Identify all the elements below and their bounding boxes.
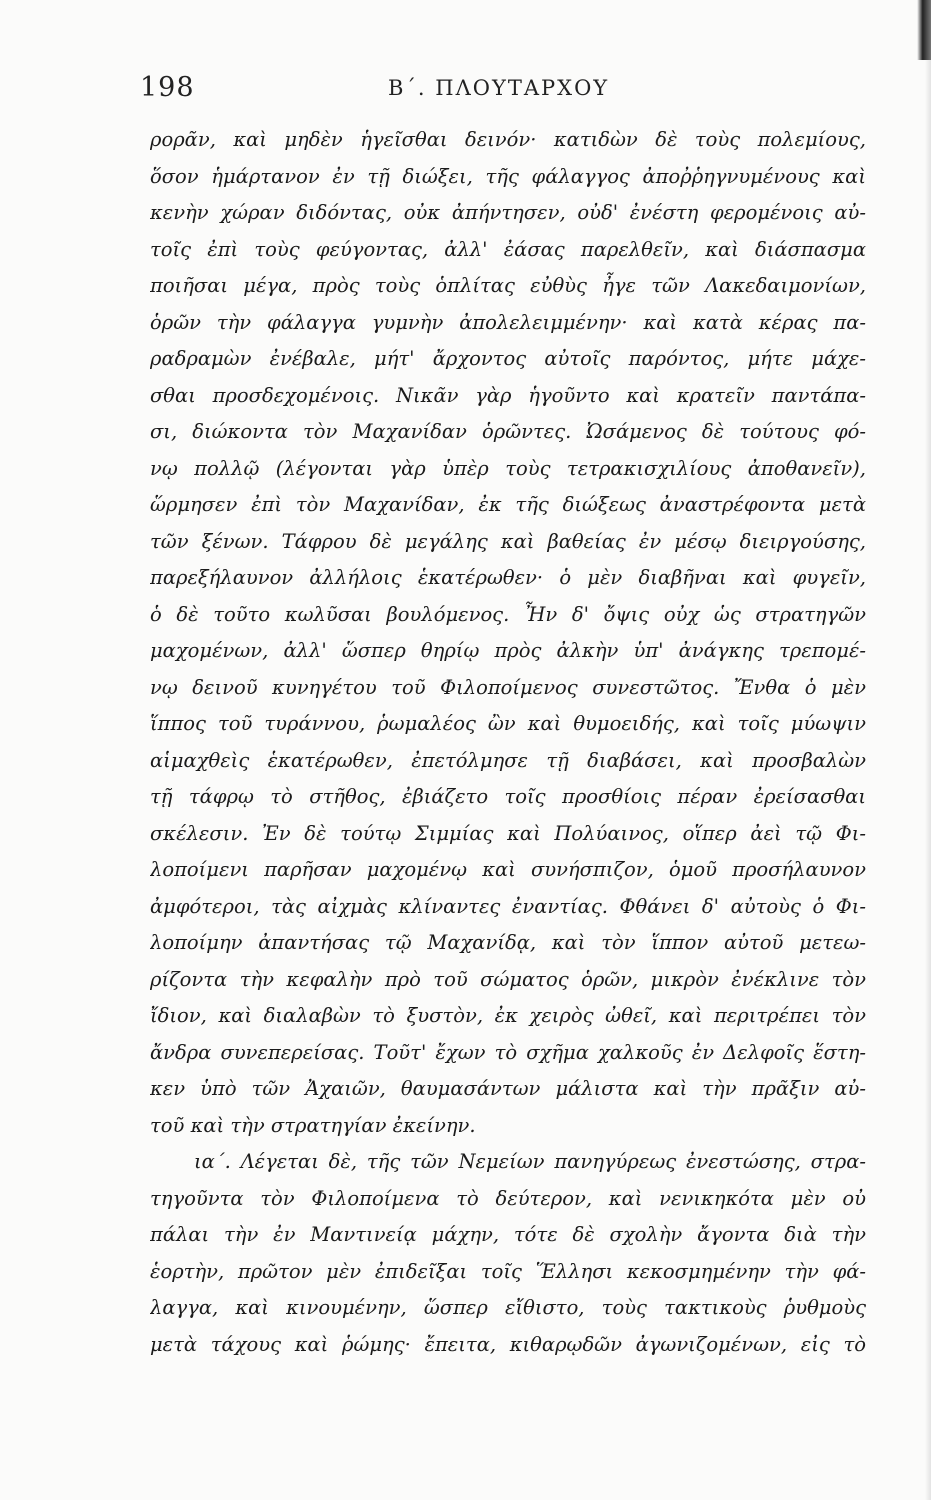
text-line: σθαι προσδεχομένοις. Νικᾶν γὰρ ἡγοῦντο καὶ κρατεῖν παντάπα- <box>150 383 866 407</box>
text-line: κενὴν χώραν διδόντας, οὐκ ἀπήντησεν, οὐδ' ἐνέστη φερομένοις αὐ- <box>150 201 866 224</box>
scan-border-shadow <box>917 0 931 60</box>
page-header <box>140 70 880 106</box>
text-line: ὁρῶν τὴν φάλαγγα γυμνὴν ἀπολελειμμένην· καὶ κατὰ κέρας πα- <box>150 310 866 334</box>
text-line: ια΄. Λέγεται δὲ, τῆς τῶν Νεμείων πανηγύρεως ἐνεστώσης, στρα- <box>194 1150 866 1173</box>
text-line: ἵππος τοῦ τυράννου, ῥωμαλέος ὢν καὶ θυμοειδής, καὶ τοῖς μύωψιν <box>150 712 866 735</box>
running-title: Β΄. ΠΛΟΥΤΑΡΧΟΥ <box>388 76 610 100</box>
text-line: τηγοῦντα τὸν Φιλοποίμενα τὸ δεύτερον, καὶ νενικηκότα μὲν οὐ <box>150 1186 866 1210</box>
text-line: λαγγα, καὶ κινουμένην, ὥσπερ εἴθιστο, τοὺς τακτικοὺς ῥυθμοὺς <box>150 1296 866 1319</box>
paragraph <box>150 1144 866 1363</box>
text-line: ἄνδρα συνεπερείσας. Τοῦτ' ἔχων τὸ σχῆμα χαλκοῦς ἐν Δελφοῖς ἕστη- <box>150 1040 866 1064</box>
page-number: 198 <box>140 72 195 103</box>
text-line: ἑορτὴν, πρῶτον μὲν ἐπιδεῖξαι τοῖς Ἕλλησι κεκοσμημένην τὴν φά- <box>150 1259 866 1283</box>
text-line: σκέλεσιν. Ἐν δὲ τούτῳ Σιμμίας καὶ Πολύαινος, οἵπερ ἀεὶ τῷ Φι- <box>150 821 866 845</box>
paragraph <box>150 122 866 1144</box>
text-line: πάλαι τὴν ἐν Μαντινείᾳ μάχην, τότε δὲ σχολὴν ἄγοντα διὰ τὴν <box>150 1223 866 1246</box>
text-line: νῳ πολλῷ (λέγονται γὰρ ὑπὲρ τοὺς τετρακισχιλίους ἀποθανεῖν), <box>150 456 866 480</box>
text-line: λοποίμην ἀπαντήσας τῷ Μαχανίδᾳ, καὶ τὸν ἵππον αὐτοῦ μετεω- <box>150 931 866 954</box>
text-line: ραδραμὼν ἐνέβαλε, μήτ' ἄρχοντος αὐτοῖς παρόντος, μήτε μάχε- <box>150 347 866 370</box>
text-line: σι, διώκοντα τὸν Μαχανίδαν ὁρῶντες. Ὠσάμενος δὲ τούτους φό- <box>150 420 866 443</box>
text-line: νῳ δεινοῦ κυνηγέτου τοῦ Φιλοποίμενος συνεστῶτος. Ἔνθα ὁ μὲν <box>150 675 866 699</box>
text-line: μετὰ τάχους καὶ ῥώμης· ἔπειτα, κιθαρῳδῶν ἀγωνιζομένων, εἰς τὸ <box>150 1332 866 1356</box>
text-line: λοποίμενι παρῆσαν μαχομένῳ καὶ συνήσπιζον, ὁμοῦ προσήλαυνον <box>150 858 866 881</box>
text-line: τῇ τάφρῳ τὸ στῆθος, ἐβιάζετο τοῖς προσθίοις πέραν ἐρείσασθαι <box>150 785 866 808</box>
text-line: ὅσον ἡμάρτανον ἐν τῇ διώξει, τῆς φάλαγγος ἀποῤῥηγνυμένους καὶ <box>150 164 866 188</box>
text-line: ὁ δὲ τοῦτο κωλῦσαι βουλόμενος. Ἦν δ' ὄψις οὐχ ὡς στρατηγῶν <box>150 602 866 626</box>
text-line: ὥρμησεν ἐπὶ τὸν Μαχανίδαν, ἐκ τῆς διώξεως ἀναστρέφοντα μετὰ <box>150 493 866 516</box>
text-line: ποιῆσαι μέγα, πρὸς τοὺς ὁπλίτας εὐθὺς ἦγε τῶν Λακεδαιμονίων, <box>150 274 866 297</box>
text-line: τοῦ καὶ τὴν στρατηγίαν ἐκείνην. <box>150 1113 476 1137</box>
text-line: ρορᾶν, καὶ μηδὲν ἡγεῖσθαι δεινόν· κατιδὼν δὲ τοὺς πολεμίους, <box>150 128 866 151</box>
scan-border-edge <box>925 60 931 1500</box>
text-line: τοῖς ἐπὶ τοὺς φεύγοντας, ἀλλ' ἐάσας παρελθεῖν, καὶ διάσπασμα <box>150 237 866 261</box>
text-line: κεν ὑπὸ τῶν Ἀχαιῶν, θαυμασάντων μάλιστα καὶ τὴν πρᾶξιν αὐ- <box>150 1077 866 1100</box>
text-line: αἱμαχθεὶς ἑκατέρωθεν, ἐπετόλμησε τῇ διαβάσει, καὶ προσβαλὼν <box>150 748 866 772</box>
text-line: μαχομένων, ἀλλ' ὥσπερ θηρίῳ πρὸς ἀλκὴν ὑπ' ἀνάγκης τρεπομέ- <box>150 639 866 662</box>
text-line: ρίζοντα τὴν κεφαλὴν πρὸ τοῦ σώματος ὁρῶν, μικρὸν ἐνέκλινε τὸν <box>150 967 866 991</box>
text-line: ἀμφότεροι, τὰς αἰχμὰς κλίναντες ἐναντίας. Φθάνει δ' αὐτοὺς ὁ Φι- <box>150 894 866 918</box>
text-line: παρεξήλαυνον ἀλλήλοις ἑκατέρωθεν· ὁ μὲν διαβῆναι καὶ φυγεῖν, <box>150 566 866 589</box>
text-line: ἴδιον, καὶ διαλαβὼν τὸ ξυστὸν, ἐκ χειρὸς ὠθεῖ, καὶ περιτρέπει τὸν <box>150 1004 866 1027</box>
text-line: τῶν ξένων. Τάφρου δὲ μεγάλης καὶ βαθείας ἐν μέσῳ διειργούσης, <box>150 529 866 553</box>
body-text <box>150 122 866 1363</box>
